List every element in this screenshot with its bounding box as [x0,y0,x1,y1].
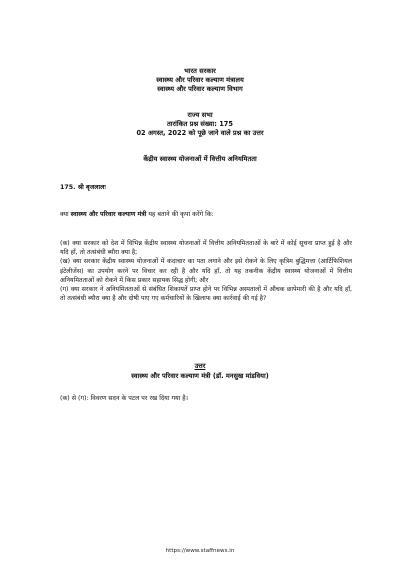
footer-url: https://www.staffnews.in [165,548,235,554]
question-item: (ग) क्या सरकार ने अनियमितताओं से संबंधित शिकायतें प्राप्त होने पर विभिन्न अस्पतालों में औचक छापेमारी की है और यदि हाँ, तो तत्संबंधी ब्यौरा क्या है और दोषी पाए गए कर्मचारियों के खिलाफ क्या कार्रवाई की गई है? [60,286,352,303]
header-department: स्वास्थ्य और परिवार कल्याण विभाग [157,85,243,93]
question-list [60,239,352,303]
header-govt: भारत सरकार [184,67,216,75]
document-title: केंद्रीय स्वास्थ्य योजनाओं में वित्तीय अनियमितता [143,155,257,163]
answer-minister: स्वास्थ्य और परिवार कल्याण मंत्री (डॉ. मनसुख मांडविया) [131,372,269,380]
question-number: तारांकित प्रश्न संख्या: 175 [167,120,233,128]
question-item: (ख) क्या सरकार केंद्रीय स्वास्थ्य योजनाओं में कदाचार का पता लगाने और इसे रोकने के लिए कृत्रिम बुद्धिमत्ता (आर्टिफिशियल इंटेलीजेंस) का उपयोग करने पर विचार कर रही है और यदि हाँ, तो यह तकनीक केंद्रीय स्वास्थ्य योजनाओं में वित्तीय अनियमितताओं को रोकने में किस प्रकार सहायक सिद्ध होगी; और [60,258,352,284]
intro-line [60,210,352,219]
question-date: 02 अगस्त, 2022 को पूछे जाने वाले प्रश्न का उत्तर [136,129,264,137]
intro-pre: क्या [60,211,71,218]
intro-minister: स्वास्थ्य और परिवार कल्याण मंत्री [70,211,147,218]
house-name: राज्य सभा [187,111,213,119]
answer-heading: उत्तर [194,362,206,370]
intro-post: यह बताने की कृपा करेंगे कि: [146,211,214,218]
answer-text: (क) से (ग): विवरण सदन के पटल पर रख दिया गया है। [60,395,189,402]
question-item: (क) क्या सरकार को देश में विभिन्न केंद्रीय स्वास्थ्य योजनाओं में वित्तीय अनियमितताओं के बारे में कोई सूचना प्राप्त हुई है और यदि हाँ, तो तत्संबंधी ब्यौरा क्या है; [60,240,352,257]
header-ministry: स्वास्थ्य और परिवार कल्याण मंत्रालय [156,76,244,84]
questioner: 175. श्री बृजलालः [60,184,106,191]
